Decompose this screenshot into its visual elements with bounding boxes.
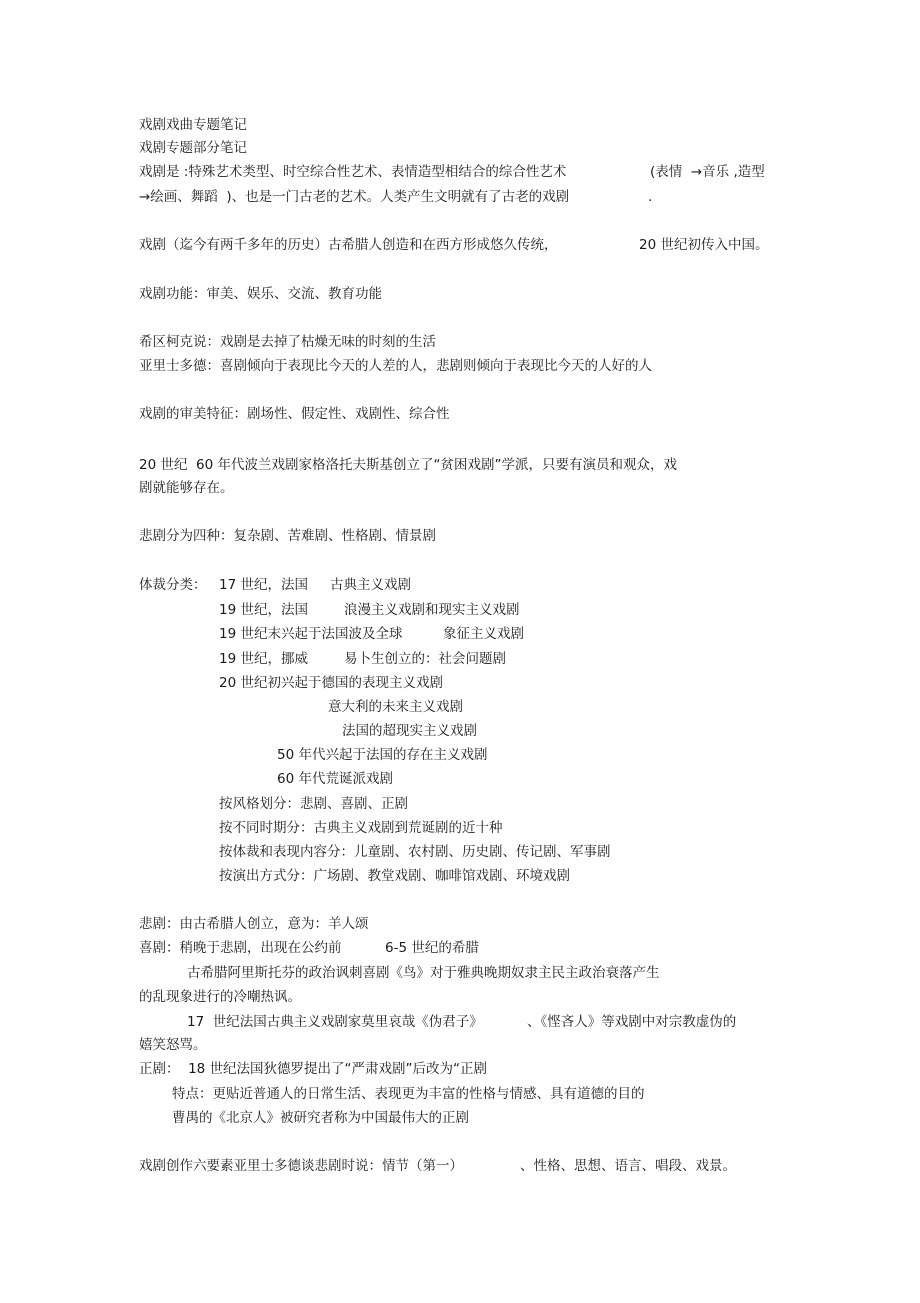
comedy-moliere-2: 嬉笑怒骂。 — [139, 1037, 207, 1053]
genre-row-7: 法国的超现实主义戏剧 — [342, 723, 477, 739]
aristotle-quote: 亚里士多德：喜剧倾向于表现比今天的人差的人，悲剧则倾向于表现比今天的人好的人 — [139, 358, 652, 374]
genre-row-2b: 浪漫主义戏剧和现实主义戏剧 — [344, 602, 520, 618]
definition-line-2a: →绘画、舞蹈 )、也是一门古老的艺术。人类产生文明就有了古老的戏剧 — [139, 189, 570, 205]
poor-theatre-line-1: 20 世纪 60 年代波兰戏剧家格洛托夫斯基创立了“贫困戏剧”学派，只要有演员和观众，戏 — [139, 457, 678, 473]
genre-row-5: 20 世纪初兴起于德国的表现主义戏剧 — [219, 675, 443, 691]
comedy-line-a: 喜剧：稍晚于悲剧，出现在公约前 — [139, 940, 342, 956]
definition-line-1b: (表情 →音乐 ,造型 — [650, 164, 765, 180]
genre-row-8: 50 年代兴起于法国的存在主义戏剧 — [277, 747, 488, 763]
definition-line-1a: 戏剧是 :特殊艺术类型、时空综合性艺术、表情造型相结合的综合性艺术 — [139, 164, 567, 180]
genre-row-6: 意大利的未来主义戏剧 — [328, 699, 463, 715]
history-line-a: 戏剧（迄今有两千多年的历史）古希腊人创造和在西方形成悠久传统， — [139, 237, 558, 253]
history-line-b: 20 世纪初传入中国。 — [639, 237, 769, 253]
tragedy-types-line: 悲剧分为四种：复杂剧、苦难剧、性格剧、情景剧 — [139, 528, 436, 544]
doc-title: 戏剧戏曲专题笔记 — [139, 117, 247, 133]
tragedy-line: 悲剧：由古希腊人创立，意为：羊人颂 — [139, 916, 369, 932]
genre-row-2a: 19 世纪，法国 — [219, 602, 308, 618]
genre-row-1b: 古典主义戏剧 — [330, 577, 411, 593]
six-elements-a: 戏剧创作六要素亚里士多德谈悲剧时说：情节（第一） — [139, 1158, 463, 1174]
genre-row-4a: 19 世纪，挪威 — [219, 651, 308, 667]
six-elements-b: 、性格、思想、语言、唱段、戏景。 — [520, 1158, 736, 1174]
comedy-moliere-1b: 、《悭吝人》等戏剧中对宗教虚伪的 — [527, 1014, 737, 1030]
functions-line: 戏剧功能：审美、娱乐、交流、教育功能 — [139, 286, 382, 302]
genre-label: 体裁分类： — [139, 577, 207, 593]
drama-caoyu: 曹禺的《北京人》被研究者称为中国最伟大的正剧 — [172, 1110, 469, 1126]
comedy-moliere-1a: 17 世纪法国古典主义戏剧家莫里哀哉《伪君子》 — [187, 1014, 483, 1030]
genre-row-12: 按体裁和表现内容分：儿童剧、农村剧、历史剧、传记剧、军事剧 — [219, 844, 611, 860]
drama-features: 特点：更贴近普通人的日常生活、表现更为丰富的性格与情感、具有道德的目的 — [172, 1086, 645, 1102]
genre-row-4b: 易卜生创立的：社会问题剧 — [344, 651, 506, 667]
genre-row-3b: 象征主义戏剧 — [443, 626, 524, 642]
comedy-line-b: 6-5 世纪的希腊 — [385, 940, 479, 956]
aesthetics-line: 戏剧的审美特征：剧场性、假定性、戏剧性、综合性 — [139, 406, 450, 422]
poor-theatre-line-2: 剧就能够存在。 — [139, 480, 234, 496]
drama-line: 正剧： 18 世纪法国狄德罗提出了“严肃戏剧”后改为“正剧 — [139, 1061, 488, 1077]
genre-row-9: 60 年代荒诞派戏剧 — [277, 771, 393, 787]
comedy-aristophanes-2: 的乱现象进行的冷嘲热讽。 — [139, 989, 301, 1005]
genre-row-3a: 19 世纪末兴起于法国波及全球 — [219, 626, 403, 642]
hitchcock-quote: 希区柯克说：戏剧是去掉了枯燥无味的时刻的生活 — [139, 334, 436, 350]
comedy-aristophanes-1: 古希腊阿里斯托芬的政治讽刺喜剧《鸟》对于雅典晚期奴隶主民主政治衰落产生 — [187, 965, 660, 981]
genre-row-13: 按演出方式分：广场剧、教堂戏剧、咖啡馆戏剧、环境戏剧 — [219, 868, 570, 884]
genre-row-1a: 17 世纪，法国 — [219, 577, 308, 593]
doc-subtitle: 戏剧专题部分笔记 — [139, 140, 247, 156]
definition-line-2b: . — [648, 189, 653, 205]
genre-row-10: 按风格划分：悲剧、喜剧、正剧 — [219, 796, 408, 812]
genre-row-11: 按不同时期分：古典主义戏剧到荒诞剧的近十种 — [219, 820, 503, 836]
